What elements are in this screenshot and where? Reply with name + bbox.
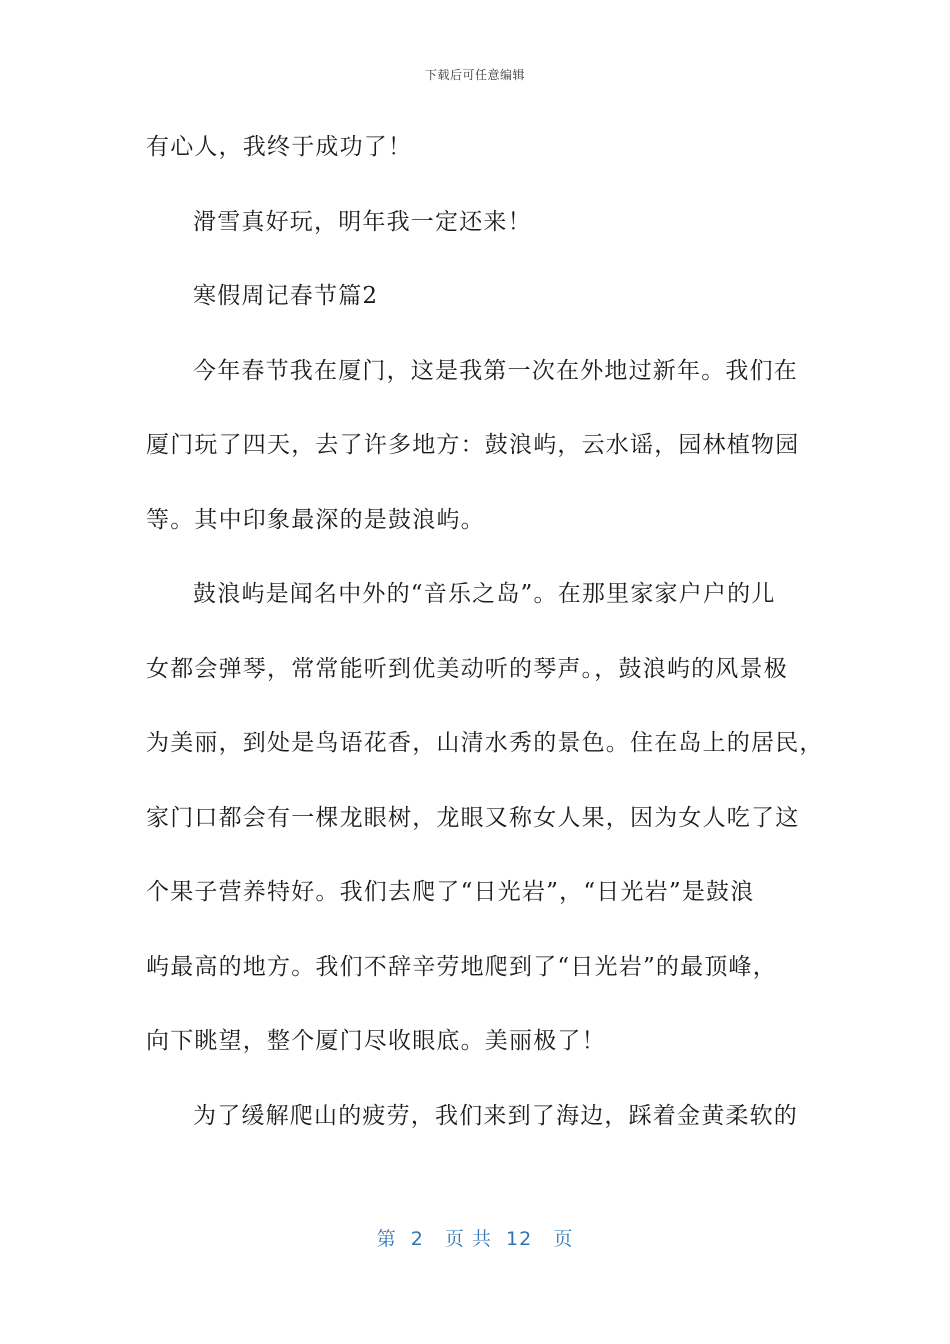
header-note: 下载后可任意编辑 (424, 68, 525, 82)
text-line: 滑雪真好玩，明年我一定还来！ (193, 208, 532, 235)
text-line: 鼓浪屿是闻名中外的“音乐之岛”。在那里家家户户的儿 (193, 581, 776, 607)
text-line: 向下眺望，整个厦门尽收眼底。美丽极了！ (146, 1028, 606, 1054)
text-line: 今年春节我在厦门，这是我第一次在外地过新年。我们在 (193, 357, 798, 384)
text-line: 为美丽，到处是鸟语花香，山清水秀的景色。住在岛上的居民， (146, 730, 824, 756)
text-line: 个果子营养特好。我们去爬了“日光岩”，“日光岩”是鼓浪 (146, 879, 755, 905)
text-line: 等。其中印象最深的是鼓浪屿。 (146, 506, 485, 533)
document-body (146, 127, 824, 1170)
text-line: 屿最高的地方。我们不辞辛劳地爬到了“日光岩”的最顶峰， (146, 953, 777, 980)
text-line: 家门口都会有一棵龙眼树，龙眼又称女人果，因为女人吃了这 (146, 804, 800, 831)
text-line: 女都会弹琴，常常能听到优美动听的琴声。，鼓浪屿的风景极 (146, 655, 788, 682)
text-line: 有心人，我终于成功了！ (146, 134, 413, 160)
page-number: 第 2 页 共 12 页 (376, 1228, 574, 1250)
text-line: 为了缓解爬山的疲劳，我们来到了海边，踩着金黄柔软的 (193, 1102, 798, 1129)
text-line: 厦门玩了四天，去了许多地方：鼓浪屿，云水谣，园林植物园 (146, 432, 800, 458)
text-line: 寒假周记春节篇2 (193, 283, 379, 309)
